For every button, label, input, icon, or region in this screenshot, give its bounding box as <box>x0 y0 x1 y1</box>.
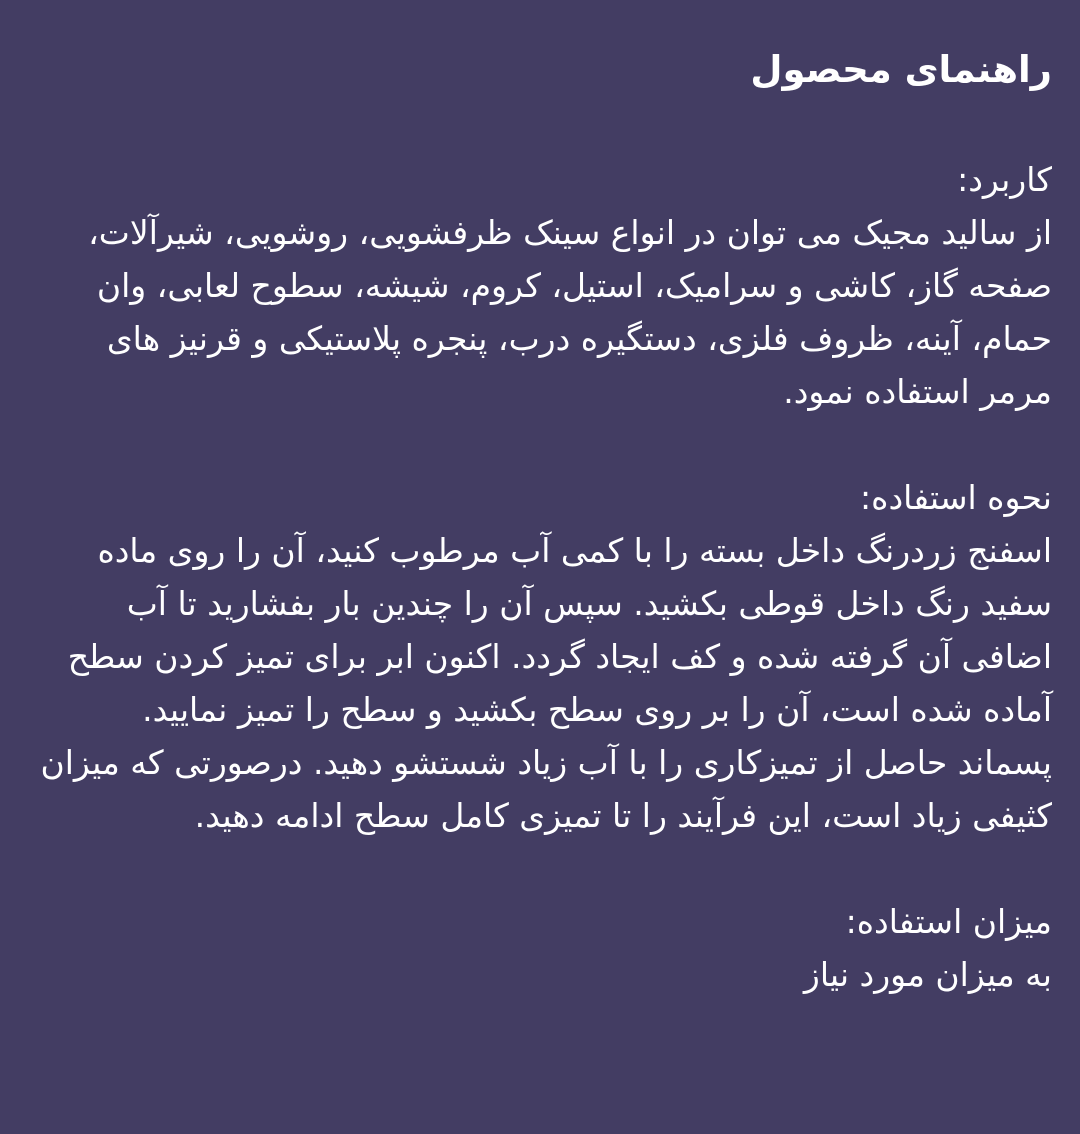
usage-section <box>40 153 1052 418</box>
amount-body: به میزان مورد نیاز <box>803 955 1052 994</box>
page-title: راهنمای محصول <box>750 48 1052 91</box>
how-to-use-body: اسفنج زردرنگ داخل بسته را با کمی آب مرطوب کنید، آن را روی ماده سفید رنگ داخل قوطی بکشید. سپس آن را چندین بار بفشارید تا آب اضافی آن گرفته شده و کف ایجاد گردد. اکنون ابر برای تمیز کردن سطح آماده شده است، آن را بر روی سطح بکشید و سطح را تمیز نمایید. پسماند حاصل از تمیزکاری را با آب زیاد شستشو دهید. درصورتی که میزان کثیفی زیاد است، این فرآیند را تا تمیزی کامل سطح ادامه دهید. <box>40 531 1052 835</box>
usage-heading: کاربرد: <box>957 160 1052 199</box>
usage-body: از سالید مجیک می توان در انواع سینک ظرفشویی، روشویی، شیرآلات، صفحه گاز، کاشی و سرامیک، استیل، کروم، شیشه، سطوح لعابی، وان حمام، آینه، ظروف فلزی، دستگیره درب، پنجره پلاستیکی و قرنیز های مرمر استفاده نمود. <box>88 213 1052 411</box>
how-to-use-heading: نحوه استفاده: <box>860 478 1052 517</box>
amount-section <box>40 895 1052 1001</box>
amount-heading: میزان استفاده: <box>845 902 1052 941</box>
how-to-use-section <box>40 471 1052 842</box>
